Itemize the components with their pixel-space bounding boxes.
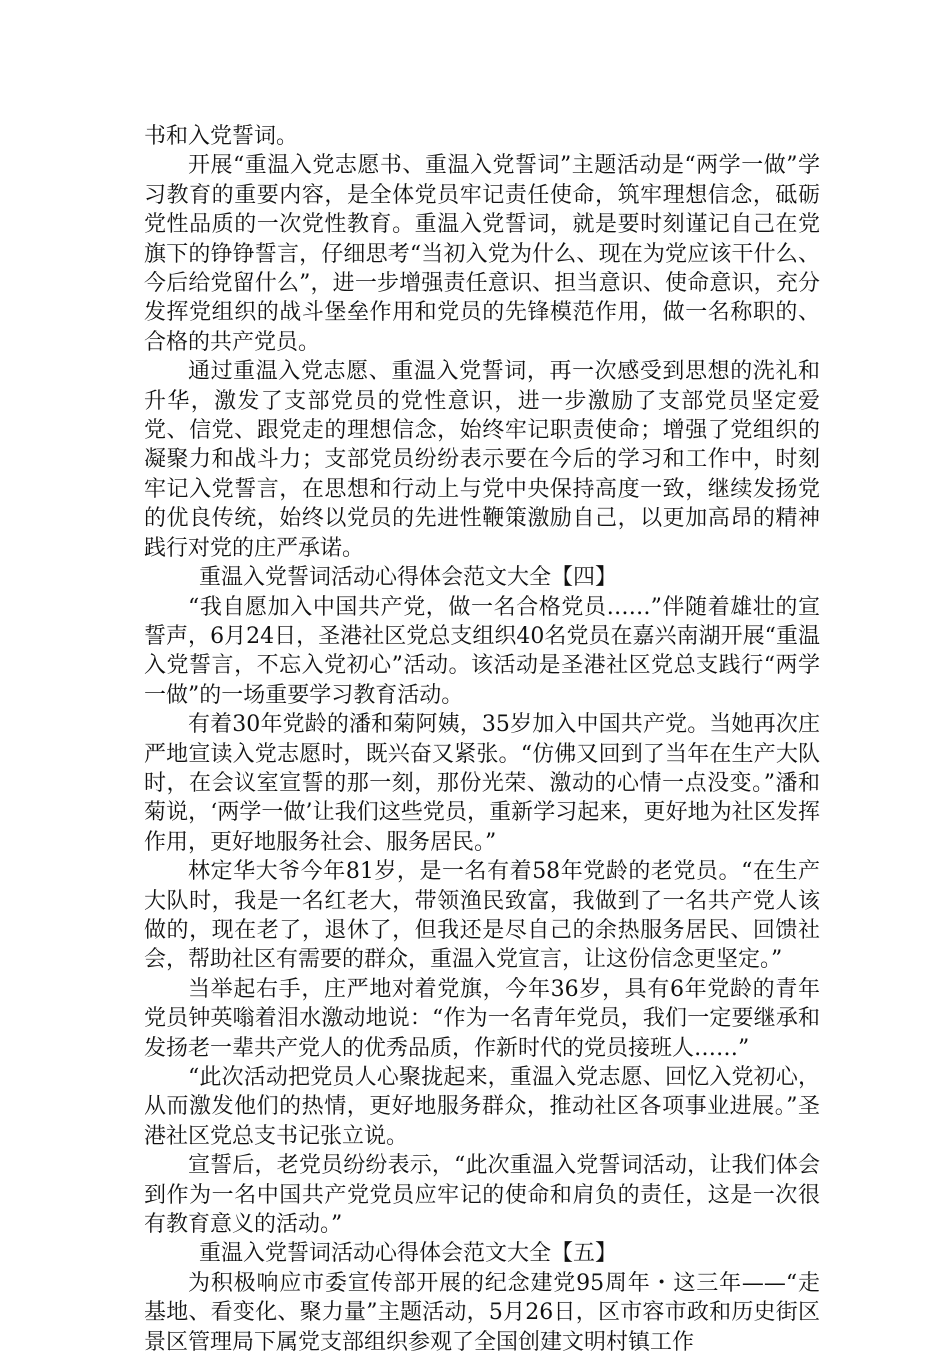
paragraph: 为积极响应市委宣传部开展的纪念建党95周年・这三年——“走基地、看变化、聚力量”主题活动，5月26日，区市容市政和历史街区景区管理局下属党支部组织参观了全国创建文明村镇工作 — [144, 1270, 820, 1355]
paragraph: 林定华大爷今年81岁，是一名有着58年党龄的老党员。“在生产大队时，我是一名红老大，带领渔民致富，我做到了一名共产党人该做的，现在老了，退休了，但我还是尽自己的余热服务居民、回馈社会，帮助社区有需要的群众，重温入党宣言，让这份信念更坚定。” — [144, 859, 820, 973]
paragraph: “此次活动把党员人心聚拢起来，重温入党志愿、回忆入党初心，从而激发他们的热情，更好地服务群众，推动社区各项事业进展。”圣港社区党总支书记张立说。 — [144, 1065, 820, 1149]
document-body — [144, 122, 820, 1357]
paragraph: “我自愿加入中国共产党，做一名合格党员……”伴随着雄壮的宣誓声，6月24日，圣港社区党总支组织40名党员在嘉兴南湖开展“重温入党誓言，不忘入党初心”活动。该活动是圣港社区党总支践行“两学一做”的一场重要学习教育活动。 — [144, 594, 820, 708]
paragraph: 当举起右手，庄严地对着党旗，今年36岁，具有6年党龄的青年党员钟英嗡着泪水激动地说：“作为一名青年党员，我们一定要继承和发扬老一辈共产党人的优秀品质，作新时代的党员接班人……” — [144, 976, 820, 1061]
paragraph-continuation: 书和入党誓词。 — [144, 124, 299, 149]
section-heading-four: 重温入党誓词活动心得体会范文大全【四】 — [199, 565, 618, 591]
paragraph: 有着30年党龄的潘和菊阿姨，35岁加入中国共产党。当她再次庄严地宣读入党志愿时，既兴奋又紧张。“仿佛又回到了当年在生产大队时，在会议室宣誓的那一刻，那份光荣、激动的心情一点没变。”潘和菊说，‘两学一做’让我们这些党员，重新学习起来，更好地为社区发挥作用，更好地服务社会、服务居民。” — [144, 712, 820, 855]
paragraph: 通过重温入党志愿、重温入党誓词，再一次感受到思想的洗礼和升华，激发了支部党员的党性意识，进一步激励了支部党员坚定爱党、信党、跟党走的理想信念，始终牢记职责使命；增强了党组织的凝聚力和战斗力；支部党员纷纷表示要在今后的学习和工作中，时刻牢记入党誓言，在思想和行动上与党中央保持高度一致，继续发扬党的优良传统，始终以党员的先进性鞭策激励自己，以更加高昂的精神践行对党的庄严承诺。 — [144, 359, 820, 561]
section-heading-five: 重温入党誓词活动心得体会范文大全【五】 — [199, 1241, 618, 1267]
paragraph: 开展“重温入党志愿书、重温入党誓词”主题活动是“两学一做”学习教育的重要内容，是全体党员牢记责任使命，筑牢理想信念，砥砺党性品质的一次党性教育。重温入党誓词，就是要时刻谨记自己在党旗下的铮铮誓言，仔细思考“当初入党为什么、现在为党应该干什么、今后给党留什么”，进一步增强责任意识、担当意识、使命意识，充分发挥党组织的战斗堡垒作用和党员的先锋模范作用，做一名称职的、合格的共产党员。 — [144, 153, 820, 355]
paragraph: 宣誓后，老党员纷纷表示，“此次重温入党誓词活动，让我们体会到作为一名中国共产党党员应牢记的使命和肩负的责任，这是一次很有教育意义的活动。” — [144, 1153, 820, 1238]
